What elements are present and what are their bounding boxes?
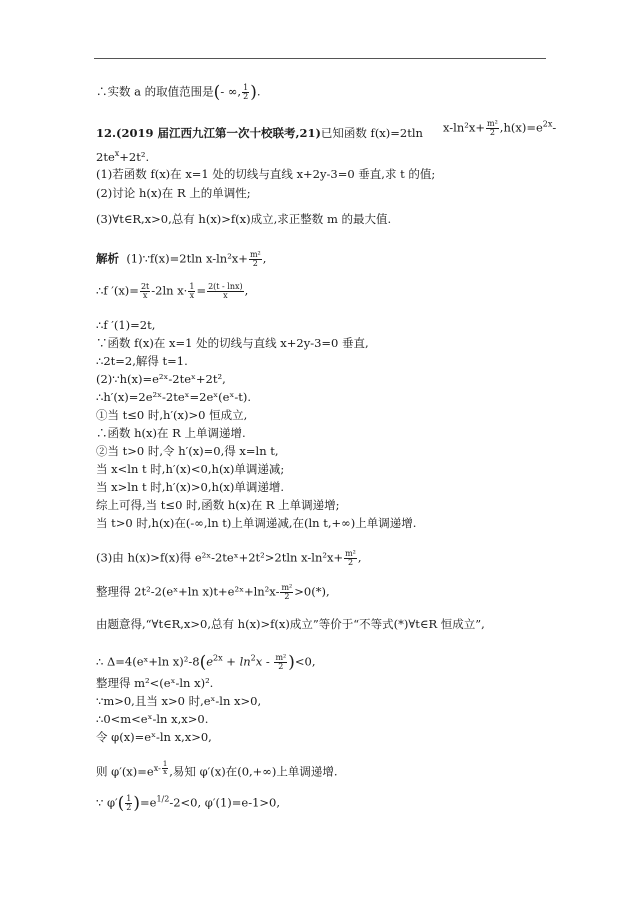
solution-line: ∵m>0,且当 x>0 时,eˣ-ln x>0, (96, 694, 262, 708)
fraction (486, 120, 499, 137)
solution-discriminant (96, 654, 315, 671)
text: , (244, 283, 249, 298)
numerator: 1 (243, 83, 249, 92)
numerator: m² (281, 583, 293, 592)
paren: ) (288, 652, 295, 673)
superscript: 2x (542, 119, 553, 129)
text: 则 φ′(x)=e (96, 764, 154, 779)
numerator: m² (275, 653, 287, 662)
solution-part3-line1 (96, 550, 362, 567)
denominator: 2 (489, 128, 495, 137)
solution-derivative (96, 283, 248, 300)
fraction (207, 283, 244, 300)
text: 整理得 2t²-2(eˣ+ln x)t+e²ˣ+ln²x- (96, 584, 280, 599)
text: . (145, 150, 150, 164)
solution-line: 整理得 m²<(eˣ-ln x)². (96, 676, 214, 690)
text: -2<0, φ′(1)=e-1>0, (169, 795, 281, 810)
solution-part3-line3: 由题意得,“∀t∈R,x>0,总有 h(x)>f(x)成立”等价于“不等式(*)∀t∈R 恒成立”, (96, 617, 485, 631)
line-range-conclusion (96, 84, 260, 101)
text: ∴ Δ=4(eˣ+ln x)²-8 (96, 654, 200, 669)
superscript: 1/2 (156, 794, 170, 804)
problem-12-part1: (1)若函数 f(x)在 x=1 处的切线与直线 x+2y-3=0 垂直,求 t 的值; (96, 167, 436, 181)
text: . (256, 84, 261, 99)
problem-12-line1 (96, 126, 423, 141)
solution-line: ∵函数 f(x)在 x=1 处的切线与直线 x+2y-3=0 垂直, (96, 336, 369, 350)
denominator: x (163, 768, 168, 776)
solution-line: 当 t>0 时,h(x)在(-∞,ln t)上单调递减,在(ln t,+∞)上单调递增. (96, 516, 417, 530)
denominator: x (142, 291, 148, 300)
solution-line: 当 x>ln t 时,h′(x)>0,h(x)单调递增. (96, 480, 285, 494)
problem-12-part2: (2)讨论 h(x)在 R 上的单调性; (96, 186, 251, 200)
text: (1)∵f(x)=2tln x-ln²x+ (126, 251, 248, 266)
paren: ( (117, 793, 125, 814)
denominator: 2 (284, 592, 290, 601)
text: 已知函数 f(x)=2tln (320, 126, 423, 140)
paren: ( (199, 652, 207, 673)
solution-phi-derivative (96, 761, 338, 779)
superscript: 2x (213, 653, 223, 663)
denominator: 2 (243, 92, 249, 101)
problem-12-line2 (96, 150, 149, 165)
denominator: x (189, 291, 195, 300)
denominator: 2 (278, 662, 284, 671)
numerator: m² (345, 549, 356, 558)
superscript (153, 760, 170, 776)
solution-label: 解析 (96, 251, 119, 266)
text: - ∞, (220, 84, 242, 99)
fraction (280, 584, 293, 601)
fraction (274, 654, 287, 671)
solution-line: ∴h′(x)=2e²ˣ-2teˣ=2eˣ(eˣ-t). (96, 390, 251, 404)
text: e (206, 654, 214, 669)
solution-line: ∴f ′(1)=2t, (96, 318, 156, 332)
denominator: 2 (126, 803, 132, 812)
text: x-ln²x+ (443, 120, 485, 135)
solution-phi-values (96, 795, 280, 812)
text: (3)由 h(x)>f(x)得 e²ˣ-2teˣ+2t²>2tln x-ln²x+ (96, 550, 344, 565)
solution-line: ∴0<m<eˣ-ln x,x>0. (96, 712, 209, 726)
fraction (249, 251, 262, 268)
text: +2t² (119, 150, 146, 164)
superscript: x (114, 149, 120, 159)
text: , (357, 550, 362, 565)
text: <0, (294, 654, 316, 669)
numerator: 1 (126, 794, 132, 803)
fraction (140, 283, 150, 300)
paren: ) (250, 82, 257, 103)
text: ∴实数 a 的取值范围是 (96, 84, 214, 99)
paren: ) (133, 793, 141, 814)
problem-source: 12.(2019 届江西九江第一次十校联考,21) (96, 126, 321, 140)
solution-line: ∴2t=2,解得 t=1. (96, 354, 188, 368)
text: ,易知 φ′(x)在(0,+∞)上单调递增. (169, 764, 338, 779)
solution-line: 综上可得,当 t≤0 时,函数 h(x)在 R 上单调递增; (96, 498, 340, 512)
text: x - (255, 654, 274, 669)
text: =e (140, 795, 157, 810)
paren: ( (213, 82, 221, 103)
text: x (153, 763, 159, 773)
fraction (344, 550, 357, 567)
text: - (552, 120, 557, 135)
problem-12-part3: (3)∀t∈R,x>0,总有 h(x)>f(x)成立,求正整数 m 的最大值. (96, 212, 392, 226)
denominator: x (223, 291, 228, 300)
solution-line1 (96, 251, 266, 268)
numerator: m² (249, 250, 261, 259)
numerator: 2t (140, 282, 150, 291)
denominator: 2 (347, 558, 354, 567)
text: , (262, 251, 267, 266)
text: ∵ φ′ (96, 795, 118, 810)
solution-line: ①当 t≤0 时,h′(x)>0 恒成立, (96, 408, 248, 422)
problem-12-line1-right (443, 120, 556, 137)
denominator: 2 (252, 259, 258, 268)
solution-part3-line2 (96, 584, 330, 601)
text: + ln (222, 654, 251, 669)
header-rule (94, 58, 546, 59)
numerator: 1 (189, 282, 195, 291)
solution-line: 令 φ(x)=eˣ-ln x,x>0, (96, 730, 212, 744)
text: ,h(x)=e (499, 120, 543, 135)
solution-line: ∴函数 h(x)在 R 上单调递增. (96, 426, 246, 440)
solution-line: ②当 t>0 时,令 h′(x)=0,得 x=ln t, (96, 444, 279, 458)
numerator: 2(t - lnx) (208, 282, 243, 291)
fraction (242, 84, 249, 101)
fraction (125, 795, 132, 812)
text: -2ln x· (151, 283, 188, 298)
fraction (162, 761, 168, 776)
superscript: 2 (250, 653, 256, 663)
solution-line: 当 x<ln t 时,h′(x)<0,h(x)单调递减; (96, 462, 285, 476)
text: 2te (96, 150, 115, 164)
numerator: 1 (162, 760, 168, 768)
fraction (188, 283, 195, 300)
text: ∴f ′(x)= (96, 283, 139, 298)
text: - (158, 763, 161, 773)
solution-line: (2)∵h(x)=e²ˣ-2teˣ+2t², (96, 372, 226, 386)
text: = (196, 283, 207, 298)
text: >0(*), (294, 584, 330, 599)
numerator: m² (487, 119, 498, 128)
